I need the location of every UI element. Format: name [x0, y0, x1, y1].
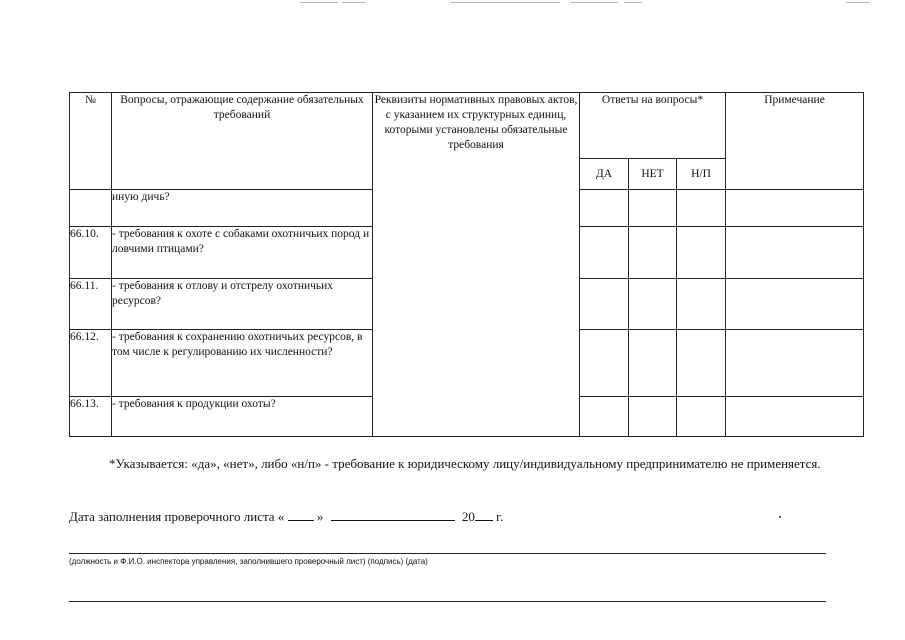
note-cell[interactable] [726, 190, 864, 227]
note-cell[interactable] [726, 279, 864, 330]
row-number: 66.12. [70, 330, 112, 397]
header-no: НЕТ [629, 159, 677, 190]
row-question: - требования к охоте с собаками охотничьих пород и ловчими птицами? [112, 227, 373, 279]
month-field[interactable] [331, 508, 455, 521]
answer-na-cell[interactable] [677, 330, 726, 397]
header-yes: ДА [580, 159, 629, 190]
fill-date-line [69, 508, 503, 525]
fill-date-label: Дата заполнения проверочного листа « [69, 509, 285, 524]
row-question: - требования к продукции охоты? [112, 397, 373, 437]
note-cell[interactable] [726, 397, 864, 437]
answer-yes-cell[interactable] [580, 190, 629, 227]
row-number: 66.13. [70, 397, 112, 437]
answer-no-cell[interactable] [629, 227, 677, 279]
answer-yes-cell[interactable] [580, 227, 629, 279]
answer-na-cell[interactable] [677, 190, 726, 227]
row-question: иную дичь? [112, 190, 373, 227]
header-answers: Ответы на вопросы* [580, 93, 726, 159]
answer-yes-cell[interactable] [580, 330, 629, 397]
answer-no-cell[interactable] [629, 330, 677, 397]
answer-no-cell[interactable] [629, 279, 677, 330]
row-number: 66.10. [70, 227, 112, 279]
signature-caption: (должность и Ф.И.О. инспектора управления, заполнившего проверочный лист) (подпись) (дата) [69, 557, 428, 566]
note-cell[interactable] [726, 227, 864, 279]
row-question: - требования к сохранению охотничьих ресурсов, в том числе к регулированию их численности? [112, 330, 373, 397]
answer-yes-cell[interactable] [580, 397, 629, 437]
header-number: № [70, 93, 112, 190]
year-field[interactable] [475, 508, 493, 521]
header-questions: Вопросы, отражающие содержание обязательных требований [112, 93, 373, 190]
header-na: Н/П [677, 159, 726, 190]
answer-na-cell[interactable] [677, 227, 726, 279]
year-suffix: г. [496, 509, 504, 524]
quote-close: » [316, 509, 324, 524]
answer-na-cell[interactable] [677, 397, 726, 437]
signature-line[interactable] [69, 553, 826, 554]
note-cell[interactable] [726, 330, 864, 397]
checklist-table [69, 92, 864, 437]
year-prefix: 20 [461, 509, 475, 524]
answer-yes-cell[interactable] [580, 279, 629, 330]
scan-dot [779, 516, 781, 518]
answer-no-cell[interactable] [629, 397, 677, 437]
row-number [70, 190, 112, 227]
header-requisites: Реквизиты нормативных правовых актов, с указанием их структурных единиц, которыми установлены обязательные требования [373, 93, 580, 437]
scan-artifacts [0, 0, 905, 8]
day-field[interactable] [288, 508, 314, 521]
answer-no-cell[interactable] [629, 190, 677, 227]
header-notes: Примечание [726, 93, 864, 190]
bottom-line [69, 601, 826, 602]
row-question: - требования к отлову и отстрелу охотничьих ресурсов? [112, 279, 373, 330]
row-number: 66.11. [70, 279, 112, 330]
answer-na-cell[interactable] [677, 279, 726, 330]
footnote: *Указывается: «да», «нет», либо «н/п» - требование к юридическому лицу/индивидуальному предпринимателю не применяется. [109, 456, 821, 471]
